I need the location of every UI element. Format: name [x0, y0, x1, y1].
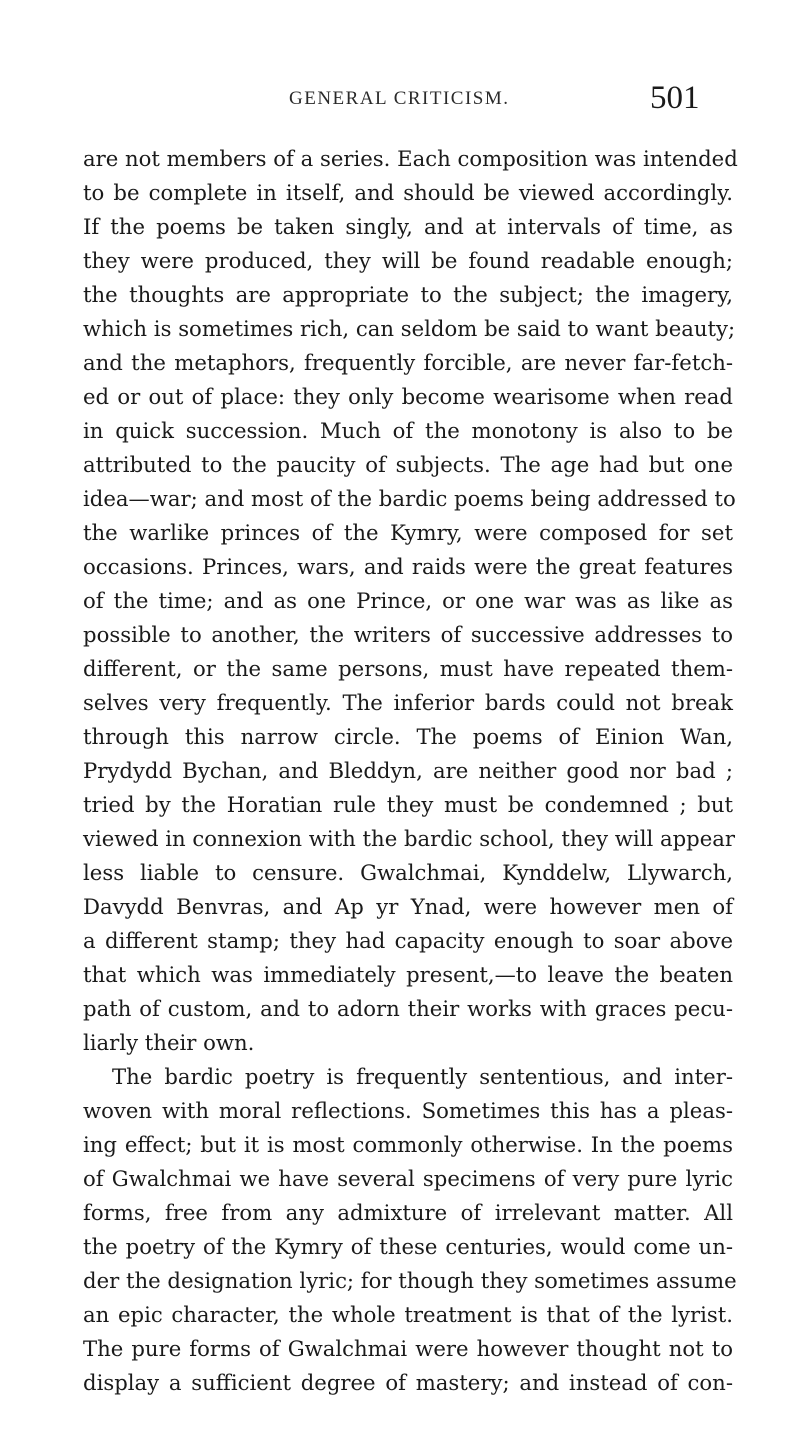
text-line: the poetry of the Kymry of these centuries, would come un- — [83, 1234, 733, 1259]
text-line: attributed to the paucity of subjects. The age had but one — [83, 452, 733, 477]
text-line: that which was immediately present,—to leave the beaten — [83, 962, 733, 987]
text-line: through this narrow circle. The poems of Einion Wan, — [83, 724, 733, 749]
text-line: an epic character, the whole treatment is that of the lyrist. — [83, 1302, 733, 1327]
text-line: woven with moral reflections. Sometimes this has a pleas- — [83, 1098, 733, 1123]
text-line: are not members of a series. Each composition was intended — [83, 146, 738, 171]
text-line: If the poems be taken singly, and at intervals of time, as — [83, 214, 733, 239]
text-line: different, or the same persons, must have repeated them- — [83, 656, 733, 681]
text-line: the thoughts are appropriate to the subject; the imagery, — [83, 282, 733, 307]
text-line: they were produced, they will be found readable enough; — [83, 248, 733, 273]
text-line: tried by the Horatian rule they must be condemned ; but — [83, 792, 733, 817]
text-line: viewed in connexion with the bardic school, they will appear — [83, 826, 736, 851]
text-line: a different stamp; they had capacity enough to soar above — [83, 928, 733, 953]
text-line: which is sometimes rich, can seldom be said to want beauty; — [83, 316, 736, 341]
text-line: ed or out of place: they only become wearisome when read — [83, 384, 733, 409]
page-number: 501 — [650, 80, 700, 116]
text-line: idea—war; and most of the bardic poems being addressed to — [83, 486, 736, 511]
running-head: GENERAL CRITICISM. — [289, 88, 510, 109]
text-line-paragraph-end: liarly their own. — [83, 1030, 255, 1055]
text-line: occasions. Princes, wars, and raids were the great features — [83, 554, 733, 579]
text-line: ing effect; but it is most commonly otherwise. In the poems — [83, 1132, 733, 1157]
text-line-paragraph-start: The bardic poetry is frequently sententious, and inter- — [112, 1064, 733, 1089]
text-line: the warlike princes of the Kymry, were composed for set — [83, 520, 733, 545]
text-line: possible to another, the writers of successive addresses to — [83, 622, 733, 647]
text-line: Prydydd Bychan, and Bleddyn, are neither good nor bad ; — [83, 758, 733, 783]
text-line: of the time; and as one Prince, or one war was as like as — [83, 588, 733, 613]
text-line: path of custom, and to adorn their works with graces pecu- — [83, 996, 733, 1021]
text-line: of Gwalchmai we have several specimens of very pure lyric — [83, 1166, 733, 1191]
text-line: in quick succession. Much of the monotony is also to be — [83, 418, 733, 443]
text-line: and the metaphors, frequently forcible, are never far-fetch- — [83, 350, 733, 375]
text-line: Davydd Benvras, and Ap yr Ynad, were however men of — [83, 894, 733, 919]
text-line: der the designation lyric; for though they sometimes assume — [83, 1268, 737, 1293]
text-line: less liable to censure. Gwalchmai, Kynddelw, Llywarch, — [83, 860, 733, 885]
text-line: forms, free from any admixture of irrelevant matter. All — [83, 1200, 733, 1225]
text-line: selves very frequently. The inferior bards could not break — [83, 690, 733, 715]
text-line: The pure forms of Gwalchmai were however thought not to — [83, 1336, 733, 1361]
text-line: to be complete in itself, and should be viewed accordingly. — [83, 180, 733, 205]
text-line: display a sufficient degree of mastery; and instead of con- — [83, 1370, 733, 1395]
